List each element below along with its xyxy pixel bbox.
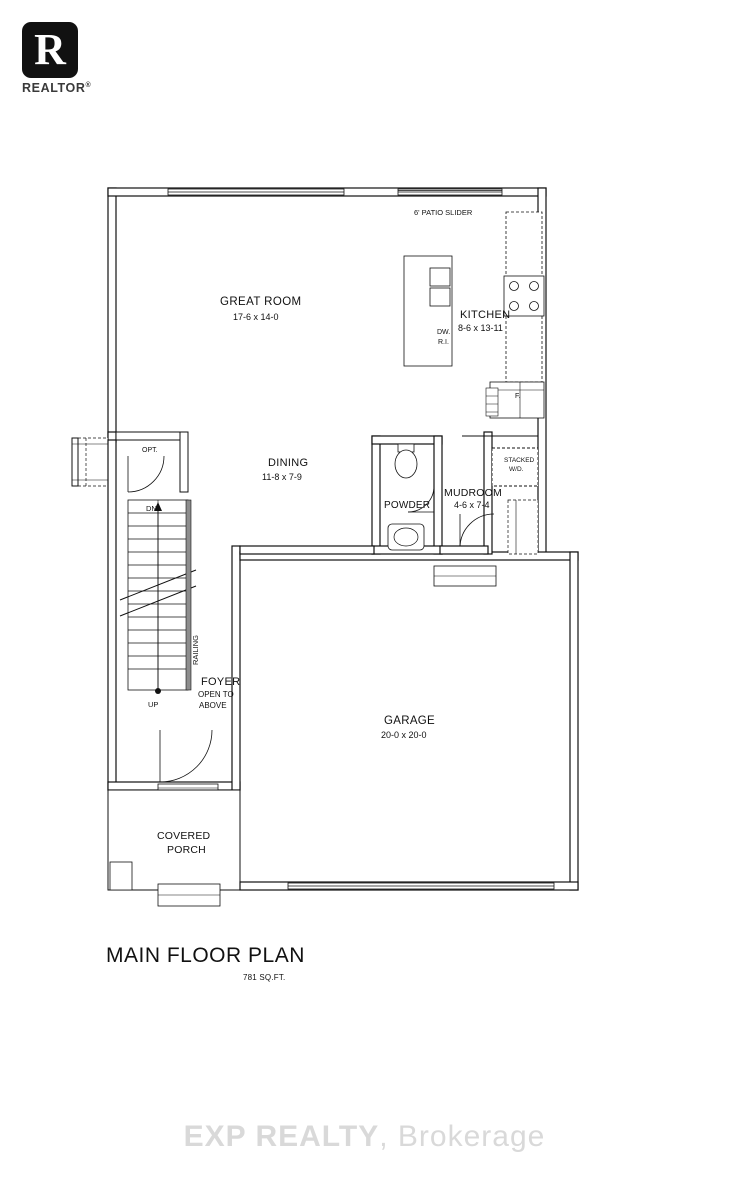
window-great-room bbox=[168, 189, 344, 195]
label-stair-down: DN. bbox=[146, 504, 159, 513]
label-foyer: FOYER bbox=[201, 676, 241, 688]
label-porch-2: PORCH bbox=[167, 844, 206, 856]
realtor-trademark: ® bbox=[85, 81, 92, 89]
label-mudroom-dims: 4-6 x 7-4 bbox=[454, 500, 490, 510]
label-kitchen: KITCHEN bbox=[460, 309, 511, 321]
label-great-room: GREAT ROOM bbox=[220, 296, 302, 308]
front-door bbox=[160, 730, 212, 782]
label-stair-up: UP bbox=[148, 700, 159, 709]
staircase bbox=[120, 500, 196, 694]
label-fridge: F. bbox=[515, 393, 521, 400]
label-stacked-wd-1: STACKED bbox=[504, 457, 535, 464]
label-foyer-note-2: ABOVE bbox=[199, 701, 227, 710]
garage-door bbox=[288, 883, 554, 889]
plan-walls bbox=[72, 188, 578, 906]
label-garage: GARAGE bbox=[384, 715, 436, 727]
label-foyer-note-1: OPEN TO bbox=[198, 690, 234, 699]
label-great-room-dims: 17-6 x 14-0 bbox=[233, 312, 279, 322]
label-mudroom: MUDROOM bbox=[444, 487, 502, 499]
realtor-wordmark-text: REALTOR bbox=[22, 81, 86, 95]
label-porch-1: COVERED bbox=[157, 830, 211, 842]
watermark bbox=[0, 1120, 729, 1154]
optional-closet bbox=[78, 438, 108, 486]
label-powder: POWDER bbox=[384, 500, 431, 511]
plan-area-text: 781 SQ.FT. bbox=[243, 973, 286, 982]
label-garage-dims: 20-0 x 20-0 bbox=[381, 730, 427, 740]
label-railing: RAILING bbox=[191, 634, 200, 665]
label-stacked-wd-2: W/D. bbox=[509, 466, 524, 473]
watermark-brand: EXP REALTY bbox=[183, 1120, 380, 1153]
window-patio-slider bbox=[398, 189, 502, 195]
label-patio-slider: 6' PATIO SLIDER bbox=[414, 208, 473, 217]
label-dining-dims: 11-8 x 7-9 bbox=[262, 472, 302, 482]
watermark-sub: , Brokerage bbox=[379, 1120, 546, 1153]
label-dishwasher: DW. bbox=[437, 329, 451, 336]
realtor-mark-letter: R bbox=[34, 25, 66, 74]
label-rough-in: R.I. bbox=[438, 339, 449, 346]
label-kitchen-dims: 8-6 x 13-11 bbox=[458, 323, 503, 333]
label-dining: DINING bbox=[268, 457, 309, 469]
page-title: MAIN FLOOR PLAN bbox=[106, 944, 305, 967]
powder-room bbox=[372, 436, 442, 554]
label-optional: OPT. bbox=[142, 447, 158, 454]
